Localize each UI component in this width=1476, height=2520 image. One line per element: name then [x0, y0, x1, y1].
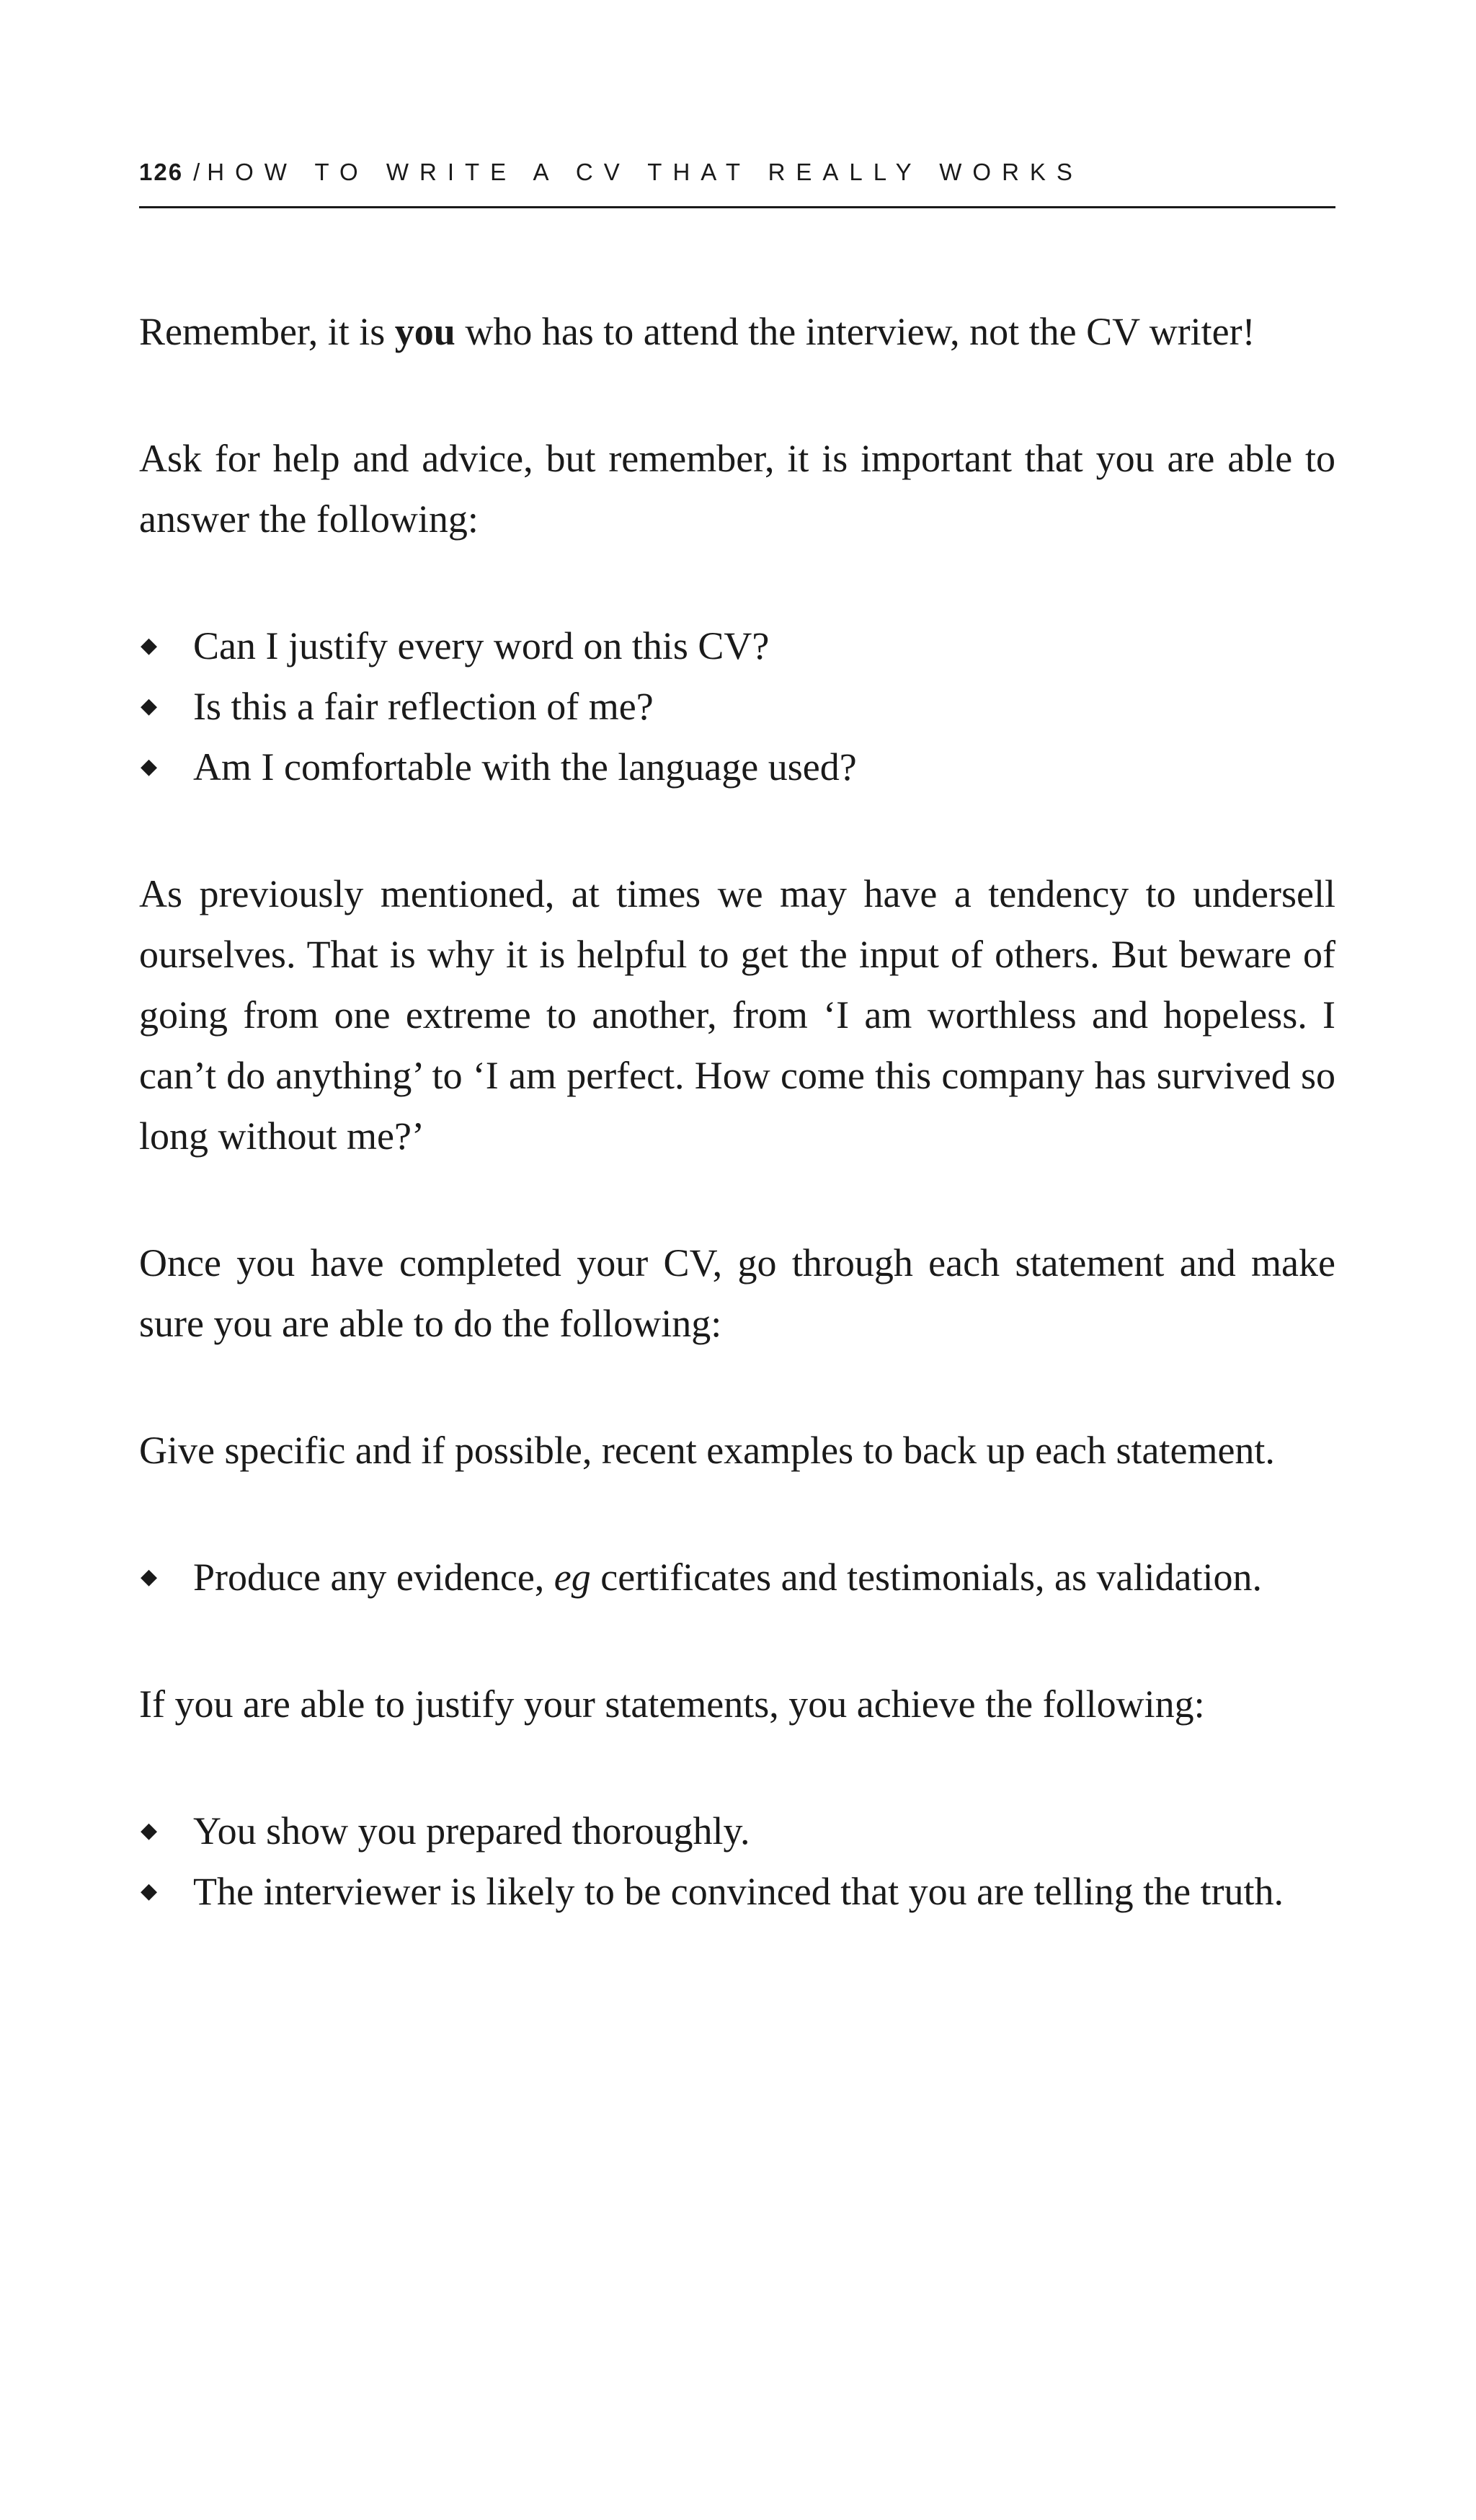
paragraph-text: Remember, it is [139, 310, 395, 353]
paragraph-ask-for-help: Ask for help and advice, but remember, it is important that you are able to answer the following: [139, 437, 1335, 541]
diamond-bullet-icon: ◆ [141, 634, 158, 657]
paragraph-justify-statements: If you are able to justify your statements, you achieve the following: [139, 1682, 1205, 1726]
diamond-bullet-icon: ◆ [141, 694, 158, 718]
diamond-bullet-icon: ◆ [141, 1565, 158, 1589]
list-item [139, 676, 1335, 737]
header-rule [139, 206, 1335, 208]
evidence-list [139, 1547, 1335, 1607]
diamond-bullet-icon: ◆ [141, 1879, 158, 1903]
list-item-text: You show you prepared thoroughly. [193, 1809, 750, 1853]
running-head-separator: / [193, 159, 208, 185]
list-item-text: Can I justify every word on this CV? [193, 624, 770, 667]
emphasis-you: you [394, 310, 455, 353]
page-number: 126 [139, 159, 184, 185]
list-item-text: The interviewer is likely to be convinced that you are telling the truth. [193, 1870, 1284, 1913]
paragraph-text: who has to attend the interview, not the CV writer! [455, 310, 1255, 353]
diamond-bullet-icon: ◆ [141, 1819, 158, 1842]
diamond-bullet-icon: ◆ [141, 755, 158, 778]
paragraph-give-examples: Give specific and if possible, recent examples to back up each statement. [139, 1429, 1275, 1472]
list-item [139, 1801, 1335, 1861]
paragraph-once-completed: Once you have completed your CV, go through each statement and make sure you are able to do the following: [139, 1241, 1335, 1345]
list-item-text: Produce any evidence, [193, 1556, 554, 1599]
benefits-list [139, 1801, 1335, 1922]
italic-eg: eg [554, 1556, 591, 1599]
list-item [139, 616, 1335, 676]
body-text [139, 301, 1335, 1922]
list-item-text: certificates and testimonials, as validation. [590, 1556, 1262, 1599]
book-page [139, 0, 1335, 2520]
list-item [139, 737, 1335, 797]
list-item [139, 1547, 1335, 1607]
paragraph-remember [139, 301, 1335, 362]
list-item [139, 1861, 1335, 1922]
list-item-text: Am I comfortable with the language used? [193, 745, 857, 789]
running-head-title: HOW TO WRITE A CV THAT REALLY WORKS [207, 159, 1083, 185]
checklist-questions [139, 616, 1335, 797]
running-head [139, 160, 1335, 184]
list-item-text: Is this a fair reflection of me? [193, 685, 654, 728]
paragraph-previously-mentioned: As previously mentioned, at times we may have a tendency to undersell ourselves. That is why it is helpful to get the input of others. But beware of going from one extreme to another, from ‘I am worthless and hopeless. I can’t do anything’ to ‘I am perfect. How come this company has survived so long without me?’ [139, 872, 1335, 1158]
